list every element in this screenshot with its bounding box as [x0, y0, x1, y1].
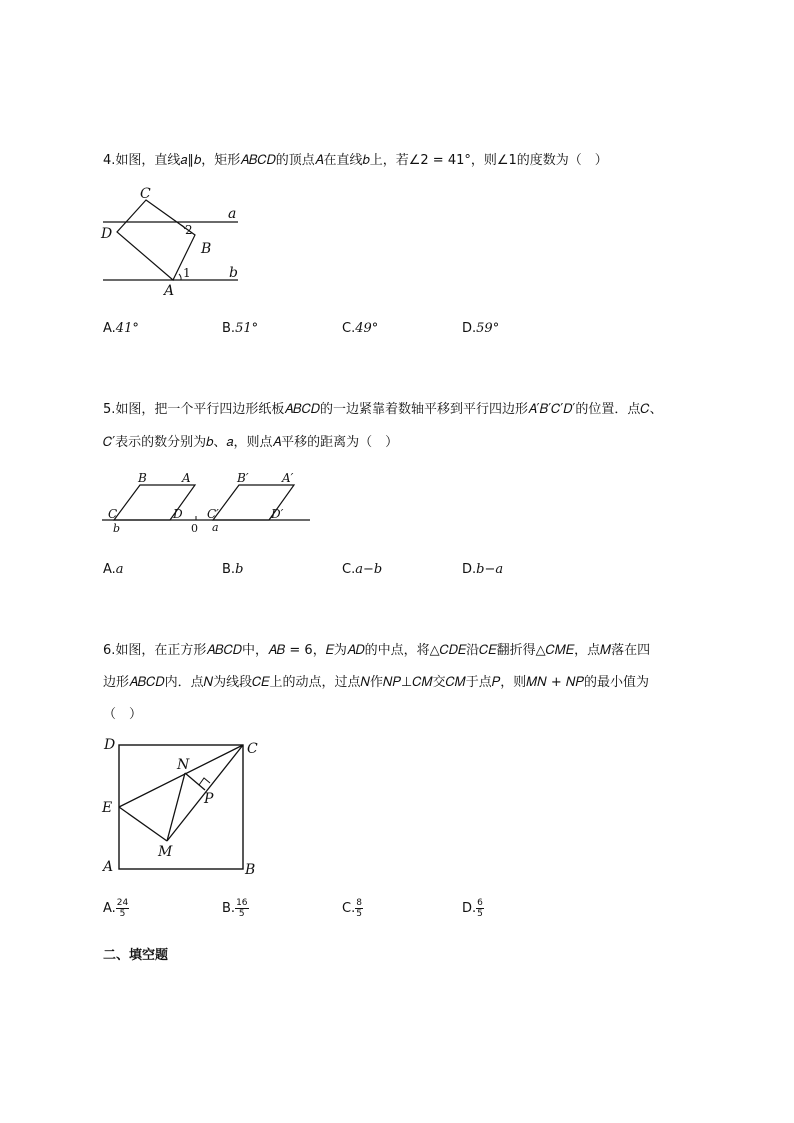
option-fraction [116, 898, 129, 919]
q5-label-zero: 0 [191, 522, 198, 535]
q6-label-M: M [158, 844, 173, 860]
option-letter: B. [222, 901, 236, 916]
section-heading: 二、填空题 [103, 948, 169, 963]
q5-label-A: A [182, 471, 191, 485]
q6-option-b[interactable] [222, 898, 249, 919]
option-letter: A. [103, 562, 116, 577]
q6-figure [95, 732, 275, 882]
q6-stem-line2: 边形𝐴𝐵𝐶𝐷内．点𝑁为线段𝐶𝐸上的动点，过点𝑁作𝑁𝑃⊥𝐶𝑀交𝐶𝑀于点𝑃，则𝑀𝑁 + 𝑁𝑃的最小值为 [103, 675, 649, 690]
q6-label-D: D [104, 737, 116, 753]
option-value: 49° [355, 321, 379, 336]
q5-option-d[interactable] [462, 562, 503, 577]
q5-label-a: a [212, 521, 219, 534]
option-value: 𝑏−𝑎 [476, 562, 504, 577]
q5-label-D: D [173, 507, 183, 521]
q4-label-D: D [101, 226, 113, 242]
q5-label-A1: A′ [282, 471, 294, 485]
q6-label-P: P [204, 791, 214, 807]
fraction-denominator: 5 [119, 909, 126, 919]
fraction-numerator: 16 [236, 898, 248, 908]
fraction-denominator: 5 [477, 909, 483, 919]
q6-label-B: B [245, 862, 256, 878]
option-letter: B. [222, 321, 236, 336]
q4-label-angle1: 1 [183, 266, 191, 280]
option-fraction [355, 898, 363, 919]
option-fraction [476, 898, 484, 919]
option-letter: B. [222, 562, 236, 577]
option-fraction [235, 898, 248, 919]
option-letter: C. [342, 901, 356, 916]
q5-figure [100, 468, 315, 538]
q4-label-a: a [228, 206, 237, 222]
q5-label-B: B [138, 471, 147, 485]
q5-label-D1: D′ [271, 507, 284, 521]
fraction-denominator: 5 [356, 909, 362, 919]
q4-label-b: b [229, 265, 238, 281]
option-letter: D. [462, 901, 477, 916]
option-letter: C. [342, 321, 356, 336]
option-value: 𝑎 [115, 562, 124, 577]
q5-label-C: C [108, 507, 118, 521]
q6-option-a[interactable] [103, 898, 129, 919]
fraction-numerator: 24 [116, 898, 129, 908]
q4-label-A: A [164, 283, 175, 299]
fraction-numerator: 6 [477, 898, 483, 908]
option-value: 𝑎−𝑏 [355, 562, 383, 577]
q4-label-angle2: 2 [185, 223, 193, 237]
option-value: 51° [235, 321, 259, 336]
q4-option-c[interactable] [342, 321, 378, 336]
q5-option-c[interactable] [342, 562, 382, 577]
q4-label-B: B [201, 241, 212, 257]
q4-option-d[interactable] [462, 321, 499, 336]
q5-label-b: b [113, 522, 121, 535]
fraction-denominator: 5 [238, 909, 245, 919]
q6-option-d[interactable] [462, 898, 484, 919]
option-letter: C. [342, 562, 356, 577]
q6-label-E: E [102, 800, 113, 816]
q5-label-C1: C′ [207, 507, 219, 521]
option-value: 59° [476, 321, 500, 336]
q6-label-A: A [103, 859, 114, 875]
option-letter: A. [103, 321, 116, 336]
option-letter: D. [462, 562, 477, 577]
q4-option-b[interactable] [222, 321, 258, 336]
q6-stem-line1: 6.如图，在正方形𝐴𝐵𝐶𝐷中，𝐴𝐵 = 6，𝐸为𝐴𝐷的中点，将△𝐶𝐷𝐸沿𝐶𝐸翻折得△𝐶𝑀𝐸，点𝑀落在四 [103, 643, 651, 658]
q4-label-C: C [140, 186, 151, 202]
q5-option-b[interactable] [222, 562, 243, 577]
q6-stem-line3: （ ） [103, 707, 143, 722]
q5-stem-line1: 5.如图，把一个平行四边形纸板𝐴𝐵𝐶𝐷的一边紧靠着数轴平移到平行四边形𝐴′𝐵′𝐶′𝐷′的位置．点𝐶、 [103, 402, 663, 417]
q5-option-a[interactable] [103, 562, 124, 577]
option-letter: D. [462, 321, 477, 336]
q5-stem-line2: 𝐶′表示的数分别为𝑏、𝑎，则点𝐴平移的距离为（ ） [103, 435, 399, 450]
q4-stem: 4.如图，直线𝑎∥𝑏，矩形𝐴𝐵𝐶𝐷的顶点𝐴在直线𝑏上，若∠2 = 41°，则∠1的度数为（ ） [103, 153, 608, 168]
option-letter: A. [103, 901, 116, 916]
q4-figure [95, 180, 255, 300]
q6-label-N: N [177, 757, 190, 773]
q4-option-a[interactable] [103, 321, 139, 336]
option-value: 41° [115, 321, 139, 336]
q6-label-C: C [247, 741, 258, 757]
q5-label-B1: B′ [237, 471, 249, 485]
fraction-numerator: 8 [356, 898, 362, 908]
option-value: 𝑏 [235, 562, 244, 577]
q6-option-c[interactable] [342, 898, 363, 919]
